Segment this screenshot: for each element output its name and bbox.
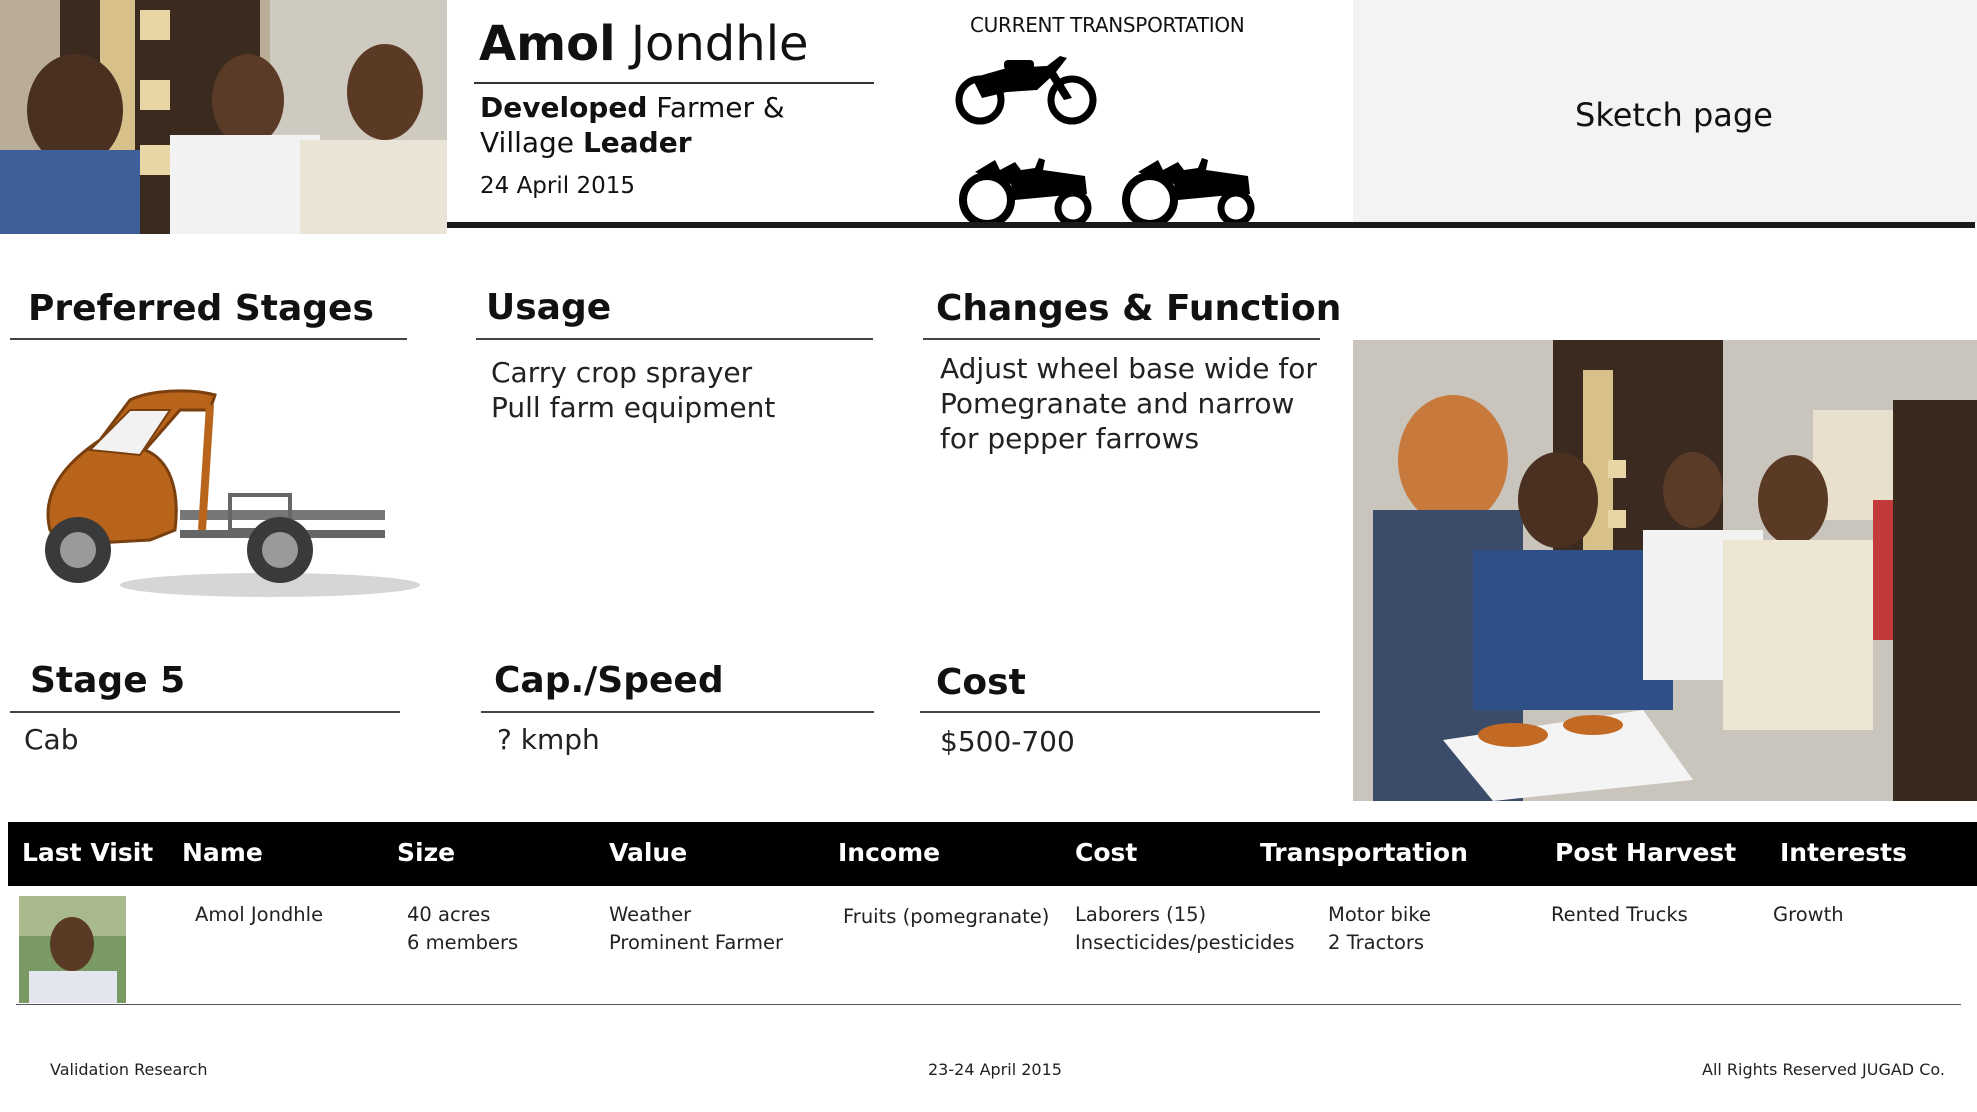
meeting-photo — [1353, 340, 1977, 801]
header-name: Name — [182, 838, 263, 867]
row-name: Amol Jondhle — [195, 903, 324, 926]
row-post-harvest-line: Rented Trucks — [1551, 903, 1688, 926]
cap-speed-title: Cap./Speed — [494, 660, 724, 701]
preferred-stages-title: Preferred Stages — [28, 288, 374, 329]
tractor-icon — [955, 150, 1095, 230]
meeting-photo-illustration — [1353, 340, 1977, 801]
row-income — [843, 903, 1049, 931]
group-photo-top-illustration — [0, 0, 447, 234]
changes-line: for pepper farrows — [940, 422, 1200, 455]
footer-right: All Rights Reserved JUGAD Co. — [1702, 1060, 1945, 1079]
usage-line: Carry crop sprayer — [491, 356, 753, 389]
footer-center: 23-24 April 2015 — [928, 1060, 1062, 1079]
header-cost: Cost — [1075, 838, 1138, 867]
usage-title: Usage — [486, 287, 612, 328]
last-name: Jondhle — [615, 16, 809, 72]
row-interests — [1773, 901, 1844, 929]
row-post-harvest — [1551, 901, 1688, 929]
group-photo-top — [0, 0, 447, 234]
row-transportation — [1328, 901, 1431, 957]
name-underline — [474, 82, 874, 84]
row-cost — [1075, 901, 1295, 957]
row-cost-line: Laborers (15) — [1075, 903, 1207, 926]
vehicle-render — [30, 380, 420, 610]
header-value: Value — [609, 838, 688, 867]
header-transportation: Transportation — [1260, 838, 1468, 867]
subtitle-bold-leader: Leader — [582, 126, 692, 159]
row-cost-line: Insecticides/pesticides — [1075, 931, 1295, 954]
subtitle-bold-developed: Developed — [480, 91, 648, 124]
row-transportation-line: Motor bike — [1328, 903, 1431, 926]
sketch-label: Sketch page — [1575, 96, 1773, 134]
tractor-icon — [1118, 150, 1258, 230]
row-size-line: 40 acres — [407, 903, 491, 926]
header-divider — [447, 222, 1975, 228]
subtitle-line1-rest: Farmer & — [647, 91, 785, 124]
row-income-line: Fruits (pomegranate) — [843, 905, 1050, 928]
footer-left: Validation Research — [50, 1060, 208, 1079]
row-value-line: Prominent Farmer — [609, 931, 783, 954]
preferred-stages-rule — [10, 338, 407, 340]
row-size-line: 6 members — [407, 931, 519, 954]
row-size — [407, 901, 518, 957]
transport-title: CURRENT TRANSPORTATION — [970, 13, 1245, 37]
changes-line: Adjust wheel base wide for — [940, 352, 1317, 385]
row-value — [609, 901, 783, 957]
subtitle-line2-pre: Village — [480, 126, 583, 159]
stage-value: Cab — [24, 723, 79, 756]
changes-line: Pomegranate and narrow — [940, 387, 1295, 420]
header-interests: Interests — [1780, 838, 1908, 867]
row-transportation-line: 2 Tractors — [1328, 931, 1425, 954]
cap-speed-value: ? kmph — [497, 723, 600, 756]
header-income: Income — [838, 838, 941, 867]
cap-speed-rule — [481, 711, 874, 713]
cost-rule — [920, 711, 1320, 713]
header-post-harvest: Post Harvest — [1555, 838, 1737, 867]
usage-rule — [476, 338, 873, 340]
header-last-visit: Last Visit — [22, 838, 154, 867]
cost-value: $500-700 — [940, 725, 1075, 758]
row-interests-line: Growth — [1773, 903, 1844, 926]
usage-text — [491, 355, 775, 425]
motorbike-icon — [952, 48, 1102, 128]
stage-title: Stage 5 — [30, 660, 186, 701]
changes-rule — [923, 338, 1320, 340]
profile-name — [479, 16, 809, 72]
changes-title: Changes & Function — [936, 288, 1342, 329]
profile-date: 24 April 2015 — [480, 173, 635, 199]
row-value-line: Weather — [609, 903, 692, 926]
profile-subtitle — [480, 90, 785, 160]
usage-line: Pull farm equipment — [491, 391, 776, 424]
avatar — [19, 896, 126, 1003]
header-size: Size — [397, 838, 456, 867]
cost-title: Cost — [936, 662, 1026, 703]
first-name: Amol — [479, 16, 616, 72]
changes-text — [940, 351, 1317, 456]
table-bottom-rule — [16, 1004, 1961, 1005]
stage-rule — [10, 711, 400, 713]
